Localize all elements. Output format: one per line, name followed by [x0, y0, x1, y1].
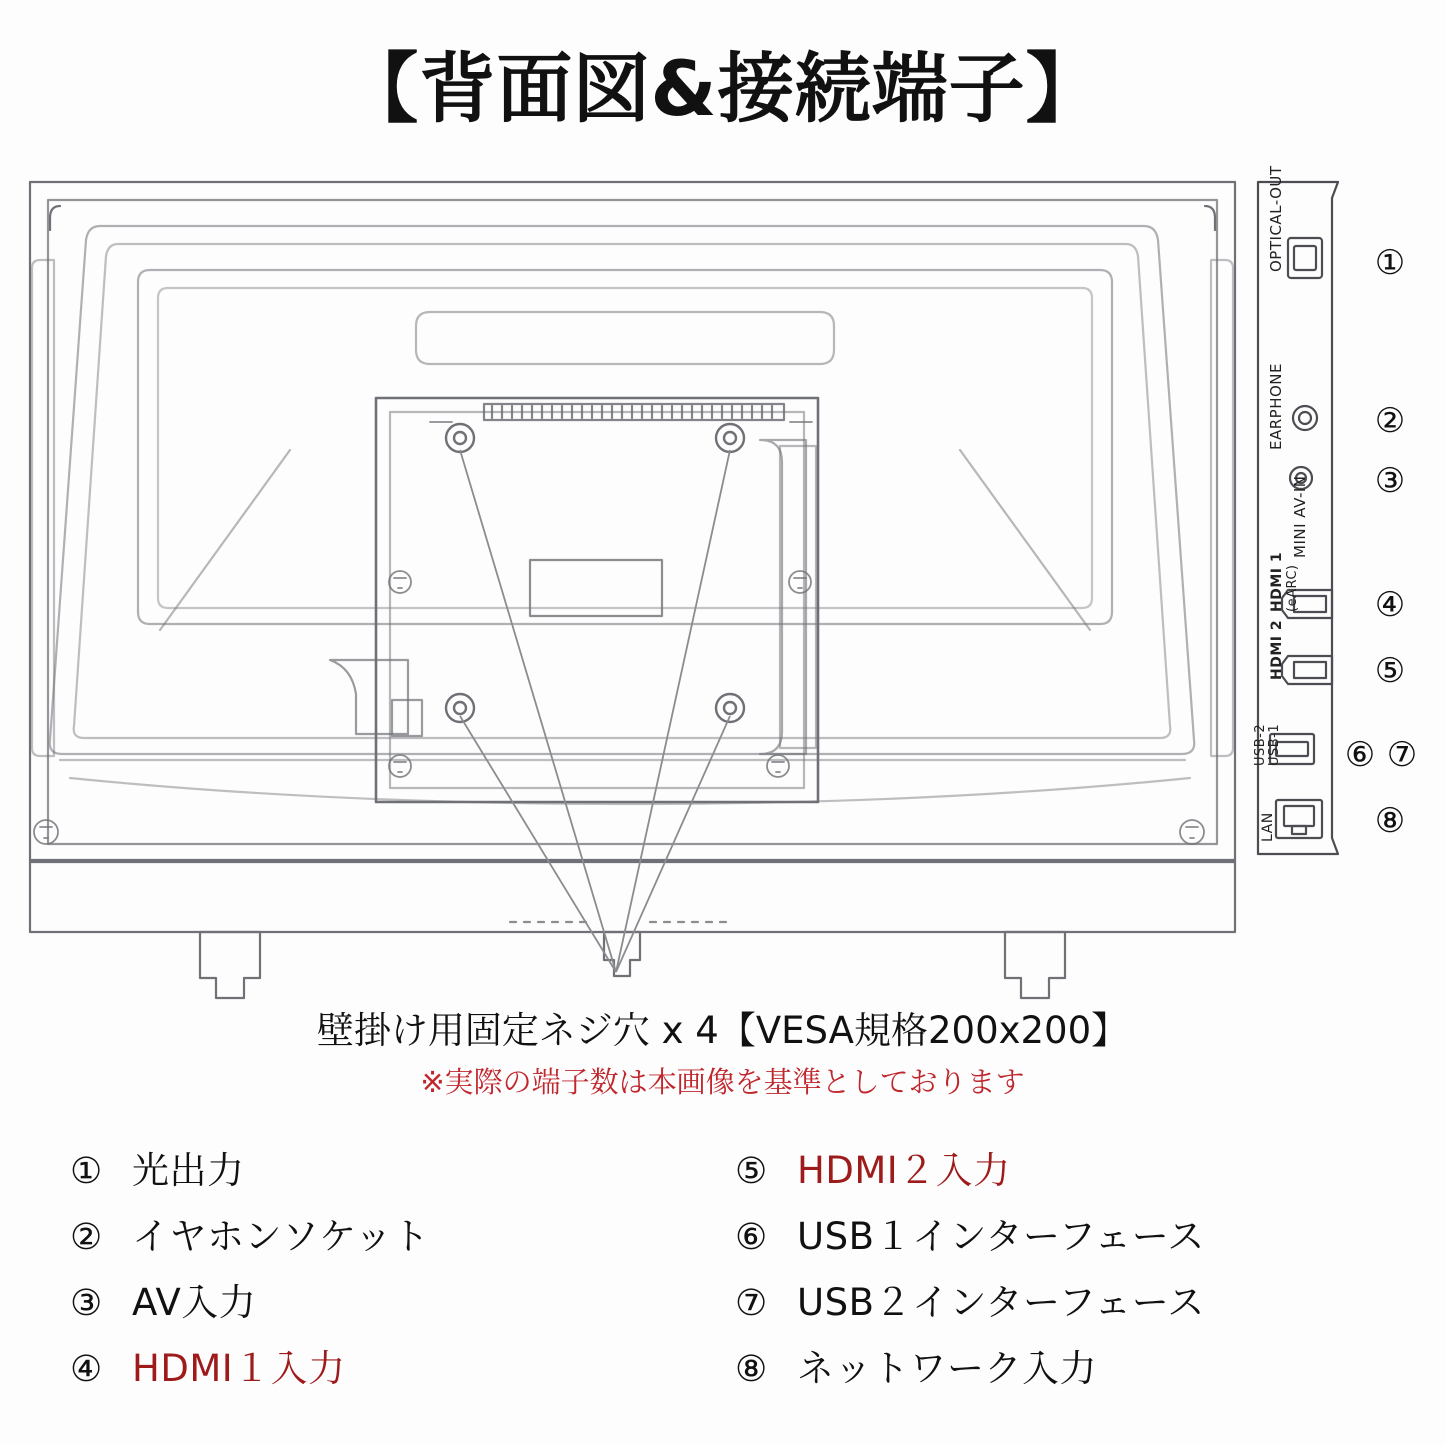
legend-item-4 [70, 1338, 725, 1404]
legend-label-7: USB２インターフェース [797, 1281, 1205, 1324]
legend-label-3: AV入力 [132, 1281, 257, 1324]
legend-item-2 [70, 1206, 725, 1272]
label-hdmi2: HDMI 2 [1269, 619, 1285, 680]
callout-2: ② [1374, 401, 1406, 441]
legend-number-7: ⑦ [735, 1283, 768, 1324]
callout-6: ⑥ [1344, 735, 1376, 775]
label-hdmi1: HDMI 1 [1269, 551, 1285, 612]
legend-item-3 [70, 1272, 725, 1338]
legend-label-1: 光出力 [132, 1149, 245, 1192]
legend-label-6: USB１インターフェース [797, 1215, 1205, 1258]
label-usb1: USB-1 [1267, 723, 1282, 766]
connector-panel-illustration [0, 160, 1445, 1020]
legend-label-4: HDMI１入力 [132, 1347, 346, 1390]
legend-label-5: HDMI２入力 [797, 1149, 1011, 1192]
tv-back-diagram [0, 160, 1445, 1020]
legend-column-left [70, 1140, 725, 1404]
label-lan: LAN [1260, 812, 1276, 842]
legend-number-1: ① [70, 1151, 103, 1192]
legend-number-3: ③ [70, 1283, 103, 1324]
legend-number-2: ② [70, 1217, 103, 1258]
callout-8: ⑧ [1374, 801, 1406, 841]
callout-7: ⑦ [1386, 735, 1418, 775]
page-title: 【背面図&接続端子】 [342, 44, 1103, 133]
callout-4: ④ [1374, 585, 1406, 625]
port-count-note: ※実際の端子数は本画像を基準としております [420, 1065, 1025, 1099]
port-legend [70, 1140, 1390, 1404]
legend-item-1 [70, 1140, 725, 1206]
legend-column-right [735, 1140, 1390, 1404]
label-mini-av-in: MINI AV-IN [1291, 475, 1309, 558]
legend-item-8 [735, 1338, 1390, 1404]
legend-number-6: ⑥ [735, 1217, 768, 1258]
legend-number-4: ④ [70, 1349, 103, 1390]
legend-number-5: ⑤ [735, 1151, 768, 1192]
legend-label-2: イヤホンソケット [132, 1215, 430, 1258]
legend-item-7 [735, 1272, 1390, 1338]
label-hdmi1-sub: (eARC) [1285, 564, 1300, 612]
label-usb2: USB-2 [1253, 723, 1268, 766]
callout-5: ⑤ [1374, 651, 1406, 691]
label-earphone: EARPHONE [1267, 363, 1285, 450]
callout-3: ③ [1374, 461, 1406, 501]
label-optical-out: OPTICAL-OUT [1267, 165, 1285, 272]
callout-1: ① [1374, 243, 1406, 283]
legend-item-6 [735, 1206, 1390, 1272]
legend-label-8: ネットワーク入力 [797, 1347, 1097, 1390]
legend-item-5 [735, 1140, 1390, 1206]
vesa-caption: 壁掛け用固定ネジ穴 x 4【VESA規格200x200】 [316, 1009, 1129, 1052]
legend-number-8: ⑧ [735, 1349, 768, 1390]
